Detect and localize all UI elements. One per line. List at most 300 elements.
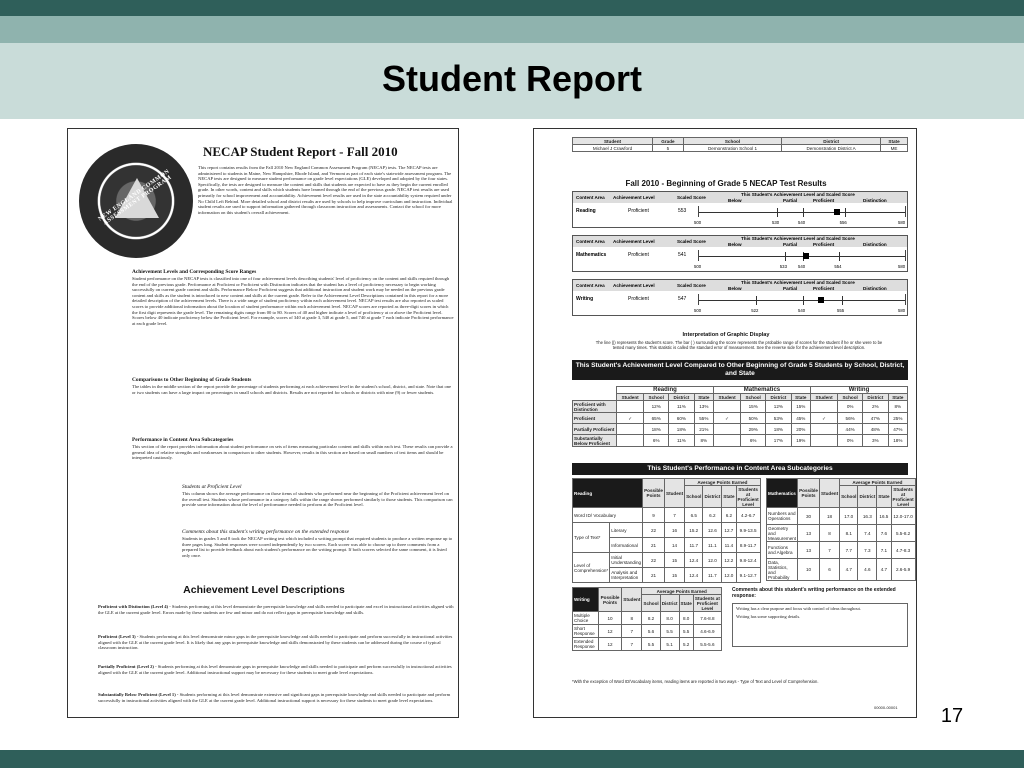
table-cell: 8.2 bbox=[642, 612, 660, 625]
section-body: Student performance on the NECAP tests is classified into one of four achievement levels describing students' level of proficiency on the content and skills required through the end of the previous grade. Performance at Proficient or Proficient with Distinction indicates that the student has a level of proficiency necessary to begin working successfully on current grade content and skills. Performance Below Proficient suggests that additional instruction and student work may be needed on the previous grade content and skills as the student is introduced to new content and skills at the current grade. Refer to the Achievement Level Descriptions contained in this report for a more detailed description of the achievement levels. There is a wide range of student proficiency within each achievement level. NECAP test results are also reported as scaled scores to provide additional information about the location of student performance within each achievement level. NECAP scores are reported as three-digit scores in which the first digit represents the grade level. The remaining digits range from 00 to 80. Scores of 40 and higher indicate a level of proficiency at or above the Proficient level. Scores below 40 indicate proficiency below the Proficient level. For example, scores of 340 at grade 3, 540 at grade 5, and 740 at grade 7 each indicate Proficient performance at each grade level. bbox=[132, 276, 454, 326]
table-cell: 12.0-17.0 bbox=[891, 508, 915, 525]
necap-logo bbox=[79, 144, 193, 258]
subject-col-header: Achievement Level bbox=[613, 239, 655, 244]
page-number: 17 bbox=[940, 705, 964, 727]
compare-cell: 11% bbox=[669, 401, 695, 413]
reading-table bbox=[572, 478, 761, 583]
subject-name: Mathematics bbox=[576, 252, 607, 258]
score-scale bbox=[698, 250, 906, 261]
table-cell: 5.5 bbox=[679, 625, 693, 638]
level-description bbox=[98, 604, 454, 615]
table-cell: 11.1 bbox=[703, 538, 722, 553]
compare-col-header: School bbox=[741, 394, 766, 401]
compare-cell: 50% bbox=[741, 413, 766, 424]
table-cell: 6.2 bbox=[722, 508, 736, 523]
compare-col-header: Student bbox=[617, 394, 644, 401]
table-cell: 17.0 bbox=[840, 508, 858, 525]
compare-cell: 8% bbox=[694, 435, 713, 447]
score-scale bbox=[698, 206, 906, 217]
scale-number: 540 bbox=[798, 220, 806, 225]
compare-cell: 2% bbox=[863, 401, 889, 413]
table-cell: 7.3 bbox=[858, 542, 877, 559]
col-header: Student bbox=[665, 479, 685, 508]
section-heading: Students at Proficient Level bbox=[182, 484, 242, 490]
interp-title: Interpretation of Graphic Display bbox=[682, 332, 770, 338]
compare-cell: 19% bbox=[791, 435, 810, 447]
level-name: Substantially Below Proficient (Level 1) - bbox=[98, 692, 179, 697]
table-cell: 14 bbox=[665, 538, 685, 553]
col-header: Possible Points bbox=[798, 479, 820, 508]
scale-number: 556 bbox=[839, 220, 847, 225]
scale-number: 540 bbox=[798, 264, 806, 269]
compare-cell: 11% bbox=[669, 435, 695, 447]
table-cell: 4.2-6.7 bbox=[736, 508, 760, 523]
score-scale bbox=[698, 294, 906, 305]
col-header: Students at Proficient Level bbox=[694, 595, 720, 611]
table-cell: 7.1 bbox=[877, 542, 891, 559]
compare-cell bbox=[617, 435, 644, 447]
table-cell: 16 bbox=[665, 523, 685, 538]
scale-tick bbox=[803, 296, 804, 305]
compare-cell: 6% bbox=[741, 435, 766, 447]
level-desc: Students performing at this level demonstrate the prerequisite knowledge and skills needed to participate and excel in instructional activities aligned with the GLE at the current grade level. Errors made by these students are few and minor and do not reflect gaps in prerequisite knowledge and skills. bbox=[98, 604, 454, 615]
table-cell: 4.7 bbox=[840, 559, 858, 581]
table-cell: 15 bbox=[665, 568, 685, 583]
row-label: Functions and Algebra bbox=[767, 542, 798, 559]
scale-numbers bbox=[694, 220, 906, 226]
scale-level-label: Distinction bbox=[863, 197, 887, 203]
table-cell: 8.9-11.7 bbox=[736, 538, 760, 553]
col-group: Average Points Earned bbox=[840, 479, 916, 486]
perf-title: This Student's Performance in Content Area Subcategories bbox=[572, 463, 908, 475]
row-label: Literary bbox=[610, 523, 643, 538]
section-body: This section of the report provides information about student performance on sets of items measuring particular content and skills within each test. These results can provide a general idea of relative strengths and weaknesses in comparison to other students. However, results in this section are based on small numbers of test items and should be interpreted cautiously. bbox=[132, 444, 453, 461]
bottom-bar bbox=[0, 750, 1024, 768]
col-group: Average Points Earned bbox=[685, 479, 761, 486]
subject-col-header: Content Area bbox=[576, 239, 605, 244]
col-header: Students at Proficient Level bbox=[737, 486, 759, 507]
col-group: Average Points Earned bbox=[642, 588, 722, 595]
table-cell: 12 bbox=[598, 638, 621, 651]
subject-level: Proficient bbox=[628, 208, 649, 214]
table-cell: 16.3 bbox=[858, 508, 877, 525]
table-cell: 18 bbox=[820, 508, 840, 525]
scale-tick bbox=[756, 296, 757, 305]
achievement-title: Achievement Level Descriptions bbox=[183, 584, 345, 596]
scale-tick bbox=[842, 296, 843, 305]
compare-cell: 15% bbox=[791, 401, 810, 413]
compare-cell: 12% bbox=[644, 401, 669, 413]
math-table-title: Mathematics bbox=[767, 479, 798, 508]
compare-cell: 0% bbox=[838, 401, 863, 413]
table-cell: 4.6 bbox=[858, 559, 877, 581]
section-heading: Comments about this student's writing performance on the extended response bbox=[182, 529, 349, 535]
scale-number: 580 bbox=[898, 220, 906, 225]
compare-row-label: Proficient bbox=[573, 413, 617, 424]
col-header: School bbox=[685, 486, 703, 508]
compare-cell: 0% bbox=[838, 435, 863, 447]
col-header: School bbox=[840, 486, 858, 508]
scale-number: 530 bbox=[772, 220, 780, 225]
compare-cell: 13% bbox=[694, 401, 713, 413]
col-header: District bbox=[703, 486, 722, 508]
level-name: Proficient with Distinction (Level 4) - bbox=[98, 604, 171, 609]
scale-level-label: Partial bbox=[783, 285, 798, 291]
comment-item: Writing has some supporting details. bbox=[736, 614, 801, 619]
table-cell: 5.6 bbox=[642, 625, 660, 638]
section-heading: Achievement Levels and Corresponding Score Ranges bbox=[132, 269, 257, 275]
comments-title: Comments about this student's writing performance on the extended response: bbox=[732, 587, 896, 599]
table-cell: 11.7 bbox=[703, 568, 722, 583]
table-cell: 6.2 bbox=[703, 508, 722, 523]
table-cell: 15.2 bbox=[685, 523, 703, 538]
table-cell: 2.6-5.9 bbox=[891, 559, 915, 581]
scale-tick bbox=[803, 208, 804, 217]
col-header: State bbox=[722, 486, 736, 508]
section-heading: Performance in Content Area Subcategories bbox=[132, 437, 234, 443]
row-label: Short Response bbox=[573, 625, 599, 638]
row-label: Informational bbox=[610, 538, 643, 553]
compare-table bbox=[572, 386, 908, 447]
subject-score: 541 bbox=[678, 252, 687, 258]
table-cell: 21 bbox=[643, 538, 665, 553]
scale-tick bbox=[777, 208, 778, 217]
table-cell: 12.0 bbox=[703, 553, 722, 568]
table-row bbox=[573, 508, 761, 523]
table-cell: 5.5 bbox=[642, 638, 660, 651]
compare-col-header: District bbox=[766, 394, 792, 401]
report-page-right bbox=[533, 128, 917, 718]
table-cell: 7.6 bbox=[877, 525, 891, 542]
subject-col-header: Achievement Level bbox=[613, 283, 655, 288]
row-label: Initial Understanding bbox=[610, 553, 643, 568]
table-row bbox=[573, 523, 761, 538]
compare-cell: 18% bbox=[888, 435, 907, 447]
compare-cell: 8% bbox=[888, 401, 907, 413]
scale-level-label: Partial bbox=[783, 241, 798, 247]
table-cell: 12.4 bbox=[685, 553, 703, 568]
col-header: Possible Points bbox=[643, 479, 665, 508]
subject-col-header: Content Area bbox=[576, 195, 605, 200]
header-label: Grade bbox=[653, 138, 684, 145]
compare-cell bbox=[617, 401, 644, 413]
compare-cell bbox=[810, 401, 837, 413]
check-icon: ✓ bbox=[810, 413, 837, 424]
table-cell: 5.5 bbox=[660, 625, 679, 638]
section-body: Students in grades 5 and 8 took the NECAP writing test which included a writing prompt that required students to produce a written response up to three pages long. Student responses were scored independently by two scorers. Each scorer was able to choose up to three comments from a prepared list to provide feedback about each student's performance on the writing prompt. If both scorers selected the same comment, it is listed only once. bbox=[182, 536, 453, 558]
table-cell: 12.6 bbox=[703, 523, 722, 538]
reading-table-title: Reading bbox=[573, 479, 643, 508]
subject-col-header: Achievement Level bbox=[613, 195, 655, 200]
table-cell: 4.7 bbox=[877, 559, 891, 581]
math-table bbox=[766, 478, 916, 581]
compare-cell bbox=[713, 401, 740, 413]
subject-col-header: Scaled Score bbox=[677, 195, 706, 200]
compare-cell bbox=[713, 424, 740, 435]
compare-cell: 3% bbox=[863, 435, 889, 447]
table-cell: 10 bbox=[798, 559, 820, 581]
compare-cell: 21% bbox=[694, 424, 713, 435]
scale-tick bbox=[845, 208, 846, 217]
table-cell: 9.9-13.5 bbox=[736, 523, 760, 538]
table-cell: 8 bbox=[622, 612, 642, 625]
col-header: Student bbox=[622, 588, 642, 612]
row-group: Type of Text* bbox=[573, 523, 610, 553]
subject-col-header: Content Area bbox=[576, 283, 605, 288]
compare-col-header: School bbox=[644, 394, 669, 401]
level-description bbox=[98, 664, 454, 675]
table-cell: 13 bbox=[798, 525, 820, 542]
header-value: ME bbox=[881, 145, 908, 152]
table-cell: 8.0 bbox=[679, 612, 693, 625]
col-header: Student bbox=[820, 479, 840, 508]
report-page-left bbox=[67, 128, 459, 718]
compare-cell: 18% bbox=[644, 424, 669, 435]
table-cell: 8.0 bbox=[660, 612, 679, 625]
compare-cell bbox=[617, 424, 644, 435]
compare-cell: 55% bbox=[694, 413, 713, 424]
table-cell: 13 bbox=[798, 542, 820, 559]
table-cell: 7 bbox=[622, 625, 642, 638]
section-body: This column shows the average performance on those items of students who performed near the beginning of the Proficient achievement level on the overall test. Students whose performance in a category falls within the range shown performed similarly to those students. This comparison can provide some information about the level of performance needed to perform at the Proficient level. bbox=[182, 491, 453, 508]
scale-number: 554 bbox=[834, 264, 842, 269]
table-cell: 8.1 bbox=[840, 525, 858, 542]
compare-cell: 18% bbox=[669, 424, 695, 435]
compare-row bbox=[573, 413, 908, 424]
subject-name: Writing bbox=[576, 296, 594, 302]
table-cell: 9 bbox=[643, 508, 665, 523]
table-cell: 6 bbox=[820, 559, 840, 581]
table-row bbox=[573, 612, 722, 625]
subject-score: 553 bbox=[678, 208, 687, 214]
compare-row bbox=[573, 424, 908, 435]
scale-level-label: Proficient bbox=[813, 241, 835, 247]
compare-row-label: Proficient with Distinction bbox=[573, 401, 617, 413]
header-label: District bbox=[782, 138, 881, 145]
level-desc: Students performing at this level demonstrate minor gaps in the prerequisite knowledge and skills needed to participate and perform successfully in instructional activities aligned with the GLE at the current grade level. It is likely that any gaps in prerequisite knowledge and skills demonstrated by these students can be addressed during the course of typical classroom instruction. bbox=[98, 634, 453, 651]
row-label: Data, Statistics, and Probability bbox=[767, 559, 798, 581]
compare-cell bbox=[713, 435, 740, 447]
scale-number: 500 bbox=[694, 264, 702, 269]
compare-col-header: Student bbox=[713, 394, 740, 401]
table-cell: 5.1 bbox=[660, 638, 679, 651]
check-icon: ✓ bbox=[617, 413, 644, 424]
compare-col-header: School bbox=[838, 394, 863, 401]
intro-text: This report contains results from the Fall 2010 New England Common Assessment Program (NECAP) tests. The NECAP tests are administered to students in Maine, New Hampshire, Rhode Island, and Vermont as part of each state's statewide assessment program. The NECAP tests are designed to measure student performance on grade level expectations (GLE) developed and adopted by the four states. Specifically, the tests are designed to measure the content and skills that students are expected to have as they begin the current enrolled grade. In other words, content and skills which students have learned through the end of the previous grade. NECAP test results are used primarily for school improvement and accountability. Achievement level results are used in the state accountability system required under No Child Left Behind. More detailed school and district results are used by schools to help improve curriculum and instruction. Individual student results are used to support information gathered through classroom instruction and assessments. Contact the school for more information on this student's overall achievement. bbox=[198, 165, 453, 215]
table-cell: 22 bbox=[643, 523, 665, 538]
subject-header-row bbox=[573, 192, 907, 203]
compare-cell: 25% bbox=[888, 413, 907, 424]
table-cell: 30 bbox=[798, 508, 820, 525]
subject-level: Proficient bbox=[628, 296, 649, 302]
header-label: School bbox=[683, 138, 781, 145]
scale-title: This Student's Achievement Level and Scaled Score bbox=[741, 280, 855, 285]
subject-header-row bbox=[573, 280, 907, 291]
level-description bbox=[98, 692, 454, 703]
subject-level: Proficient bbox=[628, 252, 649, 258]
table-cell: 8 bbox=[820, 525, 840, 542]
col-header: Students at Proficient Level bbox=[892, 486, 914, 507]
scale-numbers bbox=[694, 308, 906, 314]
writing-table-title: Writing bbox=[573, 588, 599, 612]
score-marker bbox=[818, 297, 824, 303]
check-icon: ✓ bbox=[713, 413, 740, 424]
compare-cell: 60% bbox=[669, 413, 695, 424]
compare-cell: 47% bbox=[863, 413, 889, 424]
scale-line bbox=[699, 300, 905, 301]
compare-cell bbox=[810, 435, 837, 447]
table-cell: 5.2 bbox=[679, 638, 693, 651]
compare-cell: 56% bbox=[838, 413, 863, 424]
compare-cell: 45% bbox=[791, 413, 810, 424]
results-title: Fall 2010 - Beginning of Grade 5 NECAP Test Results bbox=[625, 179, 827, 188]
compare-cell: 48% bbox=[863, 424, 889, 435]
compare-cell bbox=[810, 424, 837, 435]
table-row bbox=[767, 508, 916, 525]
col-header: State bbox=[679, 595, 693, 612]
table-cell: 7.6-8.8 bbox=[693, 612, 721, 625]
scale-line bbox=[699, 212, 905, 213]
compare-cell: 47% bbox=[888, 424, 907, 435]
header-value: Demonstration District A bbox=[782, 145, 881, 152]
footnote: *With the exception of Word ID/Vocabulary items, reading items are reported in two ways - Type of Text and Level of Comprehension. bbox=[572, 679, 819, 684]
table-cell: 12.4 bbox=[685, 568, 703, 583]
compare-col-header: Student bbox=[810, 394, 837, 401]
row-label: Analysis and Interpretation bbox=[610, 568, 643, 583]
level-name: Partially Proficient (Level 2) - bbox=[98, 664, 157, 669]
table-row bbox=[573, 638, 722, 651]
compare-subject: Reading bbox=[617, 387, 714, 394]
table-row bbox=[573, 625, 722, 638]
report-title: NECAP Student Report - Fall 2010 bbox=[203, 144, 398, 159]
table-cell: 7.7 bbox=[840, 542, 858, 559]
table-row bbox=[767, 559, 916, 581]
writing-table bbox=[572, 587, 722, 651]
header-value: Michael J Crawford bbox=[573, 145, 653, 152]
header-value: 5 bbox=[653, 145, 684, 152]
row-label: Word ID/ Vocabulary bbox=[573, 508, 643, 523]
table-row bbox=[767, 525, 916, 542]
compare-subject: Writing bbox=[810, 387, 907, 394]
subject-name: Reading bbox=[576, 208, 596, 214]
compare-col-header: State bbox=[791, 394, 810, 401]
scale-title: This Student's Achievement Level and Scaled Score bbox=[741, 236, 855, 241]
table-cell: 11.7 bbox=[685, 538, 703, 553]
scale-level-label: Distinction bbox=[863, 285, 887, 291]
header-value: Demonstration School 1 bbox=[683, 145, 781, 152]
comments-box bbox=[732, 603, 908, 647]
table-cell: 5.5-5.6 bbox=[693, 638, 721, 651]
compare-row bbox=[573, 435, 908, 447]
col-header: State bbox=[877, 486, 891, 508]
scale-number: 580 bbox=[898, 308, 906, 313]
compare-row-label: Substantially Below Proficient bbox=[573, 435, 617, 447]
scale-number: 500 bbox=[694, 220, 702, 225]
compare-cell: 6% bbox=[644, 435, 669, 447]
table-cell: 5.5-8.2 bbox=[891, 525, 915, 542]
scale-title: This Student's Achievement Level and Scaled Score bbox=[741, 192, 855, 197]
compare-row bbox=[573, 401, 908, 413]
table-cell: 7.4 bbox=[858, 525, 877, 542]
compare-col-header: District bbox=[863, 394, 889, 401]
table-cell: 12.2 bbox=[722, 553, 736, 568]
comment-item: Writing has a clear purpose and focus with control of ideas throughout. bbox=[736, 606, 861, 611]
compare-cell: 20% bbox=[791, 424, 810, 435]
table-cell: 9.1-12.7 bbox=[736, 568, 760, 583]
table-cell: 21 bbox=[643, 568, 665, 583]
scale-level-label: Distinction bbox=[863, 241, 887, 247]
scale-number: 580 bbox=[898, 264, 906, 269]
compare-col-header: State bbox=[888, 394, 907, 401]
compare-cell: 65% bbox=[644, 413, 669, 424]
section-body: The tables in the middle section of the report provide the percentage of students performing at each achievement level in the student's school, district, and state. Note that one or two students can have a large impact on percentages in small schools and districts. Results are not reported for schools or districts with nine (9) or fewer students. bbox=[132, 384, 452, 395]
level-desc: Students performing at this level demonstrate gaps in prerequisite knowledge and skills needed to participate and perform successfully in instructional activities aligned with the GLE at the current grade level. Additional instructional support may be necessary for these students to meet grade level expectations. bbox=[98, 664, 452, 675]
subject-col-header: Scaled Score bbox=[677, 239, 706, 244]
table-cell: 7 bbox=[820, 542, 840, 559]
compare-col-header: District bbox=[669, 394, 695, 401]
table-cell: 11.4 bbox=[722, 538, 736, 553]
compare-cell: 17% bbox=[766, 435, 792, 447]
table-cell: 12 bbox=[598, 625, 621, 638]
compare-cell: 29% bbox=[741, 424, 766, 435]
level-description bbox=[98, 634, 454, 651]
compare-col-header: State bbox=[694, 394, 713, 401]
compare-cell: 53% bbox=[766, 413, 792, 424]
scale-level-label: Below bbox=[728, 285, 742, 291]
scale-tick bbox=[839, 252, 840, 261]
subject-score: 547 bbox=[678, 296, 687, 302]
col-header: Possible Points bbox=[598, 588, 621, 612]
table-cell: 12.0 bbox=[722, 568, 736, 583]
subject-score-block bbox=[572, 235, 908, 272]
table-cell: 4.7-8.3 bbox=[891, 542, 915, 559]
score-marker bbox=[803, 253, 809, 259]
row-label: Numbers and Operations bbox=[767, 508, 798, 525]
header-label: Student bbox=[573, 138, 653, 145]
scale-number: 533 bbox=[779, 264, 787, 269]
row-label: Multiple Choice bbox=[573, 612, 599, 625]
compare-cell: 44% bbox=[838, 424, 863, 435]
compare-cell: 15% bbox=[741, 401, 766, 413]
table-cell: 7 bbox=[665, 508, 685, 523]
slide-title: Student Report bbox=[382, 58, 642, 99]
row-label: Extended Response bbox=[573, 638, 599, 651]
table-row bbox=[573, 553, 761, 568]
subject-score-block bbox=[572, 279, 908, 316]
scale-level-label: Below bbox=[728, 241, 742, 247]
logo-text: NEW ENGLAND COMMON ASSESSMENT PROGRAM bbox=[97, 168, 173, 227]
report-code: 00000-00001 bbox=[874, 705, 898, 710]
table-cell: 7 bbox=[622, 638, 642, 651]
row-group: Level of Comprehension* bbox=[573, 553, 610, 583]
compare-cell: 12% bbox=[766, 401, 792, 413]
table-cell: 4.6-6.9 bbox=[693, 625, 721, 638]
scale-level-label: Proficient bbox=[813, 197, 835, 203]
top-bar bbox=[0, 0, 1024, 16]
col-header: District bbox=[660, 595, 679, 612]
subject-header-row bbox=[573, 236, 907, 247]
sub-bar bbox=[0, 16, 1024, 43]
compare-title: This Student's Achievement Level Compared to Other Beginning of Grade 5 Students by School, District, and State bbox=[572, 360, 908, 380]
table-cell: 16.5 bbox=[877, 508, 891, 525]
scale-number: 522 bbox=[751, 308, 759, 313]
table-cell: 15 bbox=[665, 553, 685, 568]
scale-level-label: Proficient bbox=[813, 285, 835, 291]
score-marker bbox=[834, 209, 840, 215]
table-row bbox=[767, 542, 916, 559]
table-cell: 10 bbox=[598, 612, 621, 625]
table-cell: 6.5 bbox=[685, 508, 703, 523]
